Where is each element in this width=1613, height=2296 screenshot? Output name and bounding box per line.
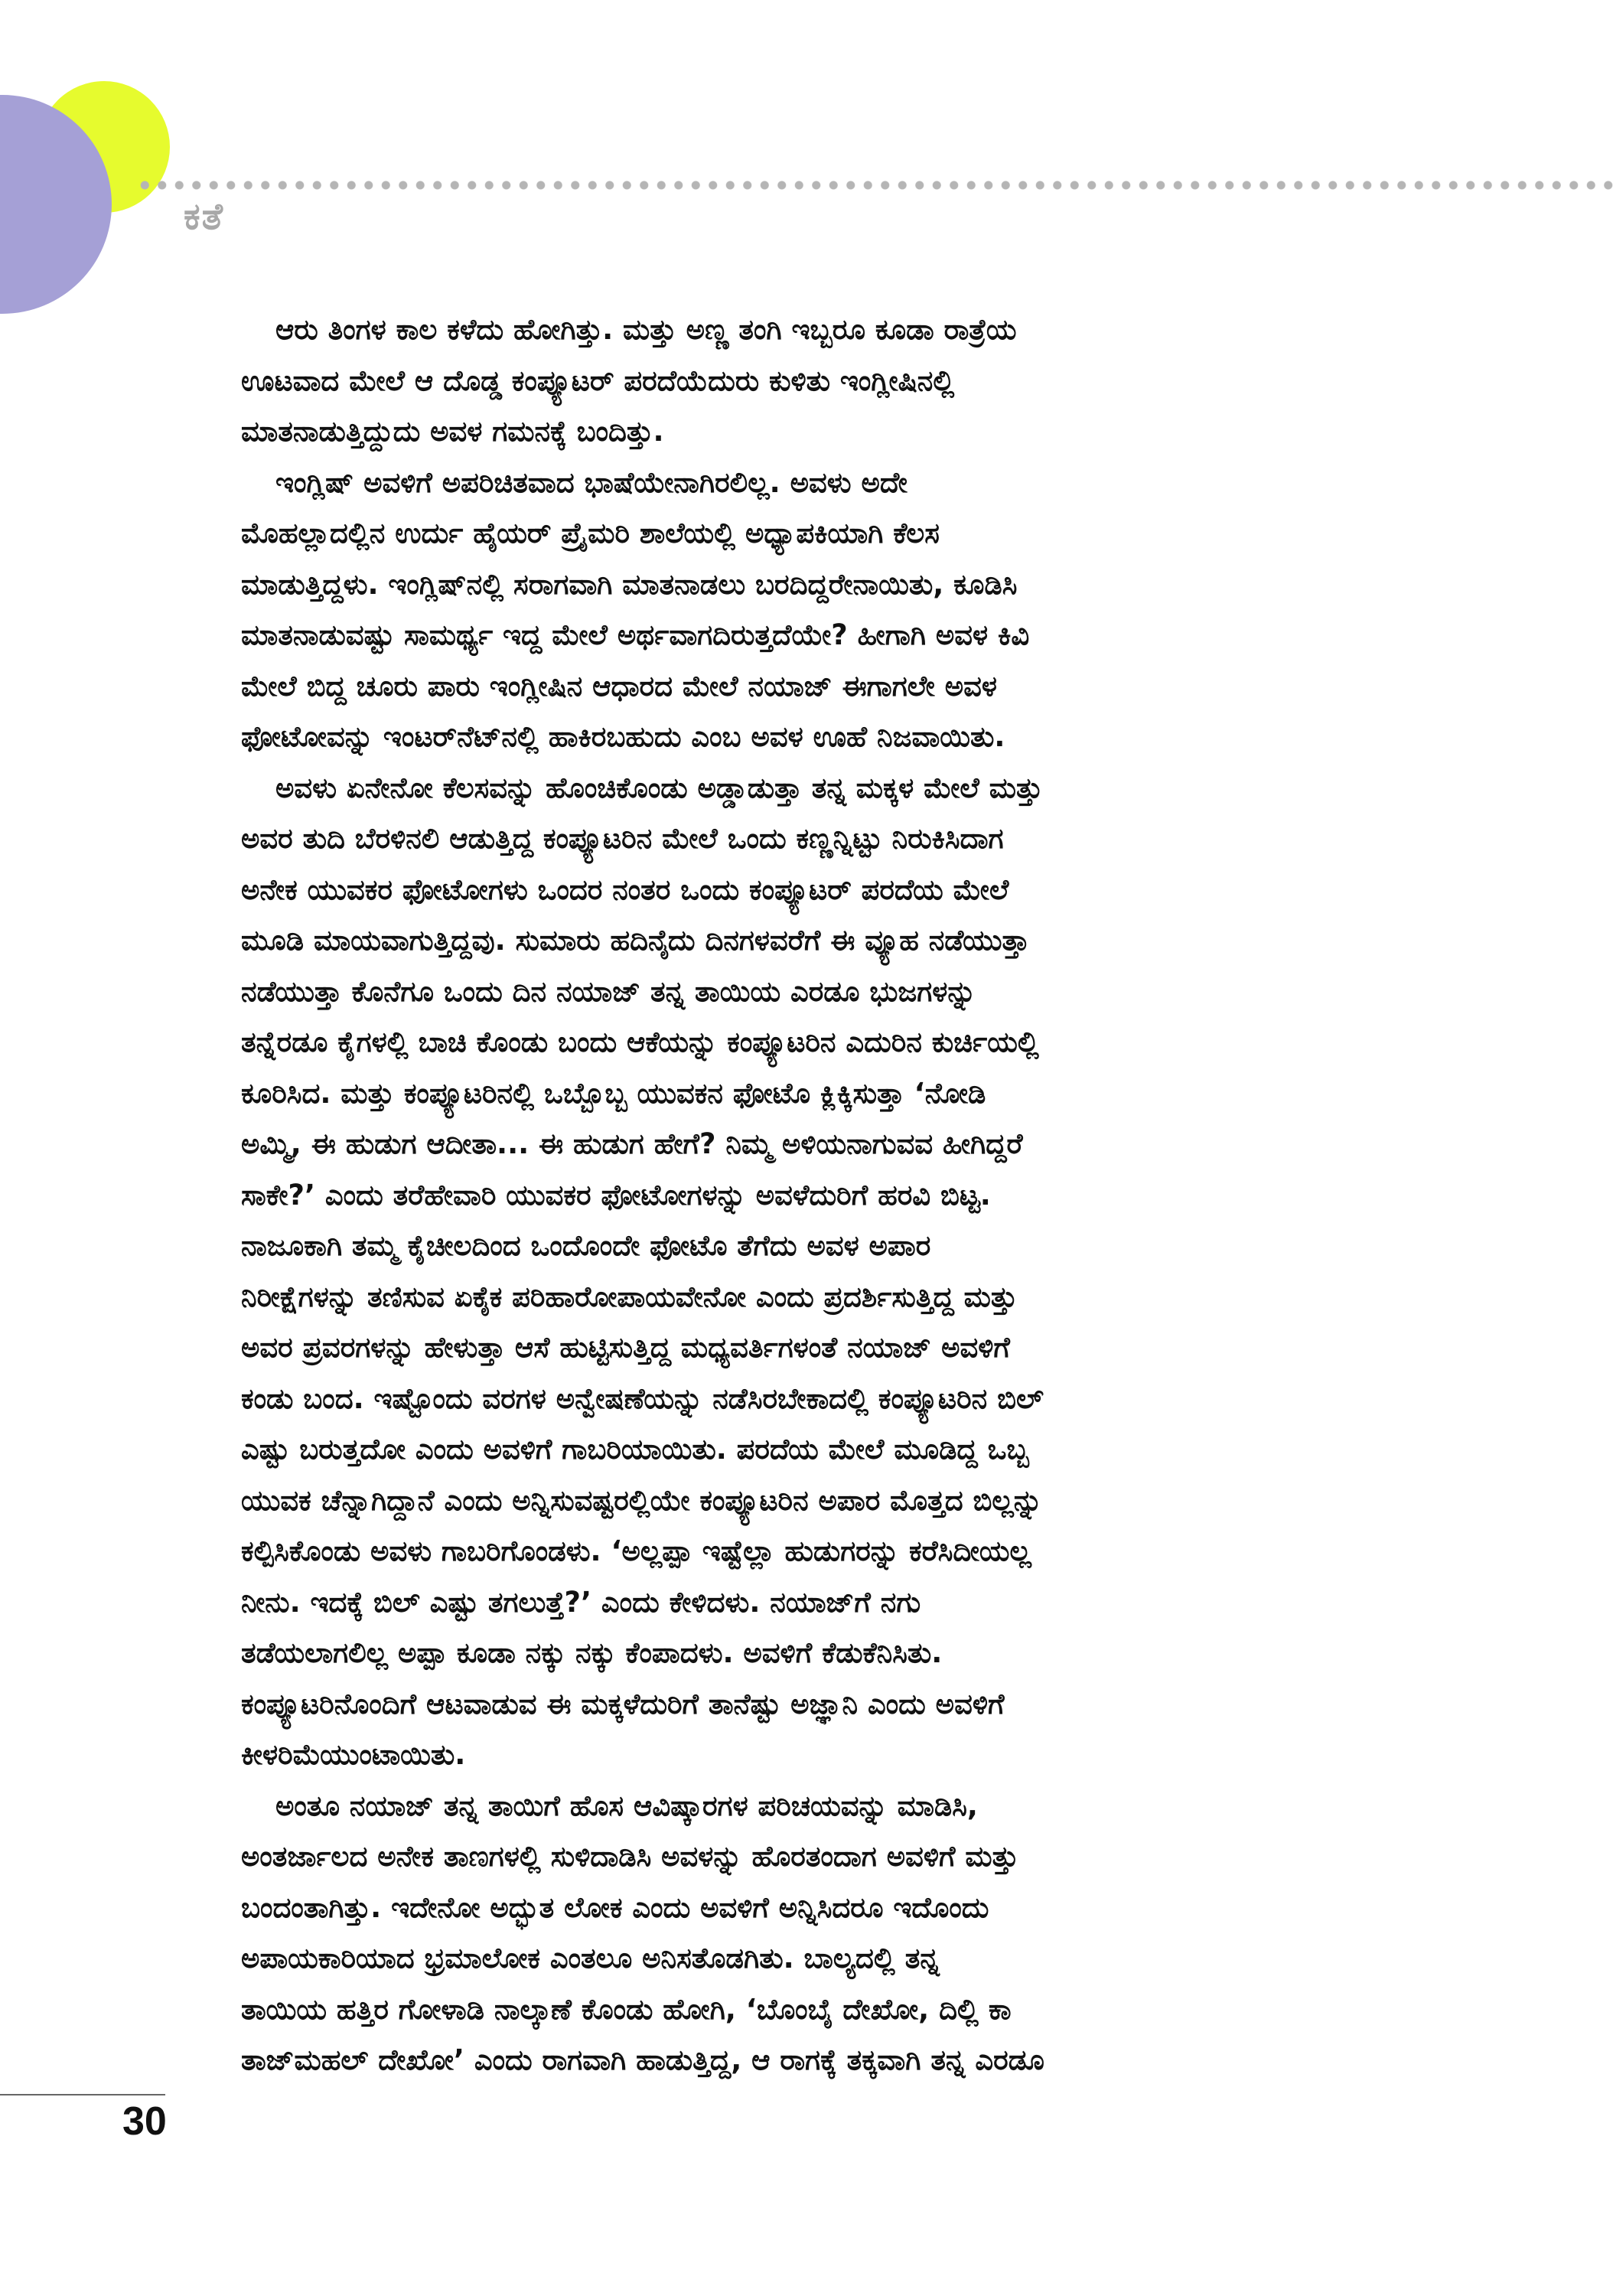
text-line: ನೀನು. ಇದಕ್ಕೆ ಬಿಲ್ ಎಷ್ಟು ತಗಲುತ್ತೆ?’ ಎಂದು ಕೇಳಿದಳು. ನಯಾಜ್‌ಗೆ ನಗು <box>241 1585 921 1619</box>
text-line: ತಾಯಿಯ ಹತ್ತಿರ ಗೋಳಾಡಿ ನಾಲ್ಕಾಣೆ ಕೊಂಡು ಹೋಗಿ, ‘ಬೊಂಬೈ ದೇಖೋ, ದಿಲ್ಲಿ ಕಾ <box>241 1992 1012 2026</box>
text-line: ಕಂಪ್ಯೂಟರಿನೊಂದಿಗೆ ಆಟವಾಡುವ ಈ ಮಕ್ಕಳೆದುರಿಗೆ ತಾನೆಷ್ಟು ಅಜ್ಞಾನಿ ಎಂದು ಅವಳಿಗೆ <box>241 1687 1005 1720</box>
text-line: ಬಂದಂತಾಗಿತ್ತು. ಇದೇನೋ ಅದ್ಭುತ ಲೋಕ ಎಂದು ಅವಳಿಗೆ ಅನ್ನಿಸಿದರೂ ಇದೊಂದು <box>241 1890 989 1924</box>
section-title: ಕತೆ <box>184 195 224 238</box>
text-line: ಅಮ್ಮಿ, ಈ ಹುಡುಗ ಆದೀತಾ... ಈ ಹುಡುಗ ಹೇಗೆ? ನಿಮ್ಮ ಅಳಿಯನಾಗುವವ ಹೀಗಿದ್ದರೆ <box>241 1127 1023 1160</box>
text-line: ಎಷ್ಟು ಬರುತ್ತದೋ ಎಂದು ಅವಳಿಗೆ ಗಾಬರಿಯಾಯಿತು. ಪರದೆಯ ಮೇಲೆ ಮೂಡಿದ್ದ ಒಬ್ಬ <box>241 1433 1029 1466</box>
text-line: ಅನೇಕ ಯುವಕರ ಫೋಟೋಗಳು ಒಂದರ ನಂತರ ಒಂದು ಕಂಪ್ಯೂಟರ್ ಪರದೆಯ ಮೇಲೆ <box>241 872 1009 906</box>
text-line: ಅಪಾಯಕಾರಿಯಾದ ಭ್ರಮಾಲೋಕ ಎಂತಲೂ ಅನಿಸತೊಡಗಿತು. ಬಾಲ್ಯದಲ್ಲಿ ತನ್ನ <box>241 1942 940 1975</box>
text-line: ಮಾತನಾಡುವಷ್ಟು ಸಾಮರ್ಥ್ಯ ಇದ್ದ ಮೇಲೆ ಅರ್ಥವಾಗದಿರುತ್ತದೆಯೇ? ಹೀಗಾಗಿ ಅವಳ ಕಿವಿ <box>241 618 1030 651</box>
text-line: ಅವರ ಪ್ರವರಗಳನ್ನು ಹೇಳುತ್ತಾ ಆಸೆ ಹುಟ್ಟಿಸುತ್ತಿದ್ದ ಮಧ್ಯವರ್ತಿಗಳಂತೆ ನಯಾಜ್ ಅವಳಿಗೆ <box>241 1331 1010 1364</box>
text-line: ಅಂತೂ ನಯಾಜ್ ತನ್ನ ತಾಯಿಗೆ ಹೊಸ ಆವಿಷ್ಕಾರಗಳ ಪರಿಚಯವನ್ನು ಮಾಡಿಸಿ, <box>275 1789 978 1822</box>
text-line: ನಿರೀಕ್ಷೆಗಳನ್ನು ತಣಿಸುವ ಏಕೈಕ ಪರಿಹಾರೋಪಾಯವೇನೋ ಎಂದು ಪ್ರದರ್ಶಿಸುತ್ತಿದ್ದ ಮತ್ತು <box>241 1280 1018 1313</box>
text-line: ಯುವಕ ಚೆನ್ನಾಗಿದ್ದಾನೆ ಎಂದು ಅನ್ನಿಸುವಷ್ಟರಲ್ಲಿಯೇ ಕಂಪ್ಯೂಟರಿನ ಅಪಾರ ಮೊತ್ತದ ಬಿಲ್ಲನ್ನು <box>241 1483 1043 1517</box>
text-line: ಅಂತರ್ಜಾಲದ ಅನೇಕ ತಾಣಗಳಲ್ಲಿ ಸುಳಿದಾಡಿಸಿ ಅವಳನ್ನು ಹೊರತಂದಾಗ ಅವಳಿಗೆ ಮತ್ತು <box>241 1840 1019 1873</box>
text-line: ಮಾಡುತ್ತಿದ್ದಳು. ಇಂಗ್ಲಿಷ್‌ನಲ್ಲಿ ಸರಾಗವಾಗಿ ಮಾತನಾಡಲು ಬರದಿದ್ದರೇನಾಯಿತು, ಕೂಡಿಸಿ <box>241 567 1018 601</box>
text-line: ಮೂಡಿ ಮಾಯವಾಗುತ್ತಿದ್ದವು. ಸುಮಾರು ಹದಿನೈದು ದಿನಗಳವರೆಗೆ ಈ ವ್ಯೂಹ ನಡೆಯುತ್ತಾ <box>241 924 1030 957</box>
text-line: ನಾಜೂಕಾಗಿ ತಮ್ಮ ಕೈಚೀಲದಿಂದ ಒಂದೊಂದೇ ಫೋಟೊ ತೆಗೆದು ಅವಳ ಅಪಾರ <box>241 1229 931 1262</box>
text-line: ತಾಜ್‌ಮಹಲ್ ದೇಖೋ’ ಎಂದು ರಾಗವಾಗಿ ಹಾಡುತ್ತಿದ್ದ, ಆ ರಾಗಕ್ಕೆ ತಕ್ಕವಾಗಿ ತನ್ನ ಎರಡೂ <box>241 2043 1044 2076</box>
text-line: ಕೀಳರಿಮೆಯುಂಟಾಯಿತು. <box>241 1738 466 1771</box>
story-body <box>241 305 1389 2086</box>
text-line: ಇಂಗ್ಲಿಷ್ ಅವಳಿಗೆ ಅಪರಿಚಿತವಾದ ಭಾಷೆಯೇನಾಗಿರಲಿಲ್ಲ. ಅವಳು ಅದೇ <box>275 465 908 499</box>
text-line: ಸಾಕೇ?’ ಎಂದು ತರೆಹೇವಾರಿ ಯುವಕರ ಫೋಟೋಗಳನ್ನು ಅವಳೆದುರಿಗೆ ಹರವಿ ಬಿಟ್ಟ. <box>241 1178 991 1212</box>
text-line: ಫೋಟೋವನ್ನು ಇಂಟರ್‌ನೆಟ್‌ನಲ್ಲಿ ಹಾಕಿರಬಹುದು ಎಂಬ ಅವಳ ಊಹೆ ನಿಜವಾಯಿತು. <box>241 720 1005 753</box>
text-line: ಕಂಡು ಬಂದ. ಇಷ್ಟೊಂದು ವರಗಳ ಅನ್ವೇಷಣೆಯನ್ನು ನಡೆಸಿರಬೇಕಾದಲ್ಲಿ ಕಂಪ್ಯೂಟರಿನ ಬಿಲ್ <box>241 1381 1044 1415</box>
footer-divider <box>0 2094 165 2095</box>
text-line: ಮೇಲೆ ಬಿದ್ದ ಚೂರು ಪಾರು ಇಂಗ್ಲೀಷಿನ ಆಧಾರದ ಮೇಲೆ ನಯಾಜ್ ಈಗಾಗಲೇ ಅವಳ <box>241 669 997 703</box>
text-line: ಕೂರಿಸಿದ. ಮತ್ತು ಕಂಪ್ಯೂಟರಿನಲ್ಲಿ ಒಬ್ಬೊಬ್ಬ ಯುವಕನ ಫೋಟೊ ಕ್ಲಿಕ್ಕಿಸುತ್ತಾ ‘ನೋಡಿ <box>241 1076 986 1110</box>
text-line: ತನ್ನೆರಡೂ ಕೈಗಳಲ್ಲಿ ಬಾಚಿ ಕೊಂಡು ಬಂದು ಆಕೆಯನ್ನು ಕಂಪ್ಯೂಟರಿನ ಎದುರಿನ ಕುರ್ಚಿಯಲ್ಲಿ <box>241 1026 1039 1058</box>
page-number: 30 <box>122 2099 167 2144</box>
dotted-header-rule <box>136 181 1613 190</box>
text-line: ಆರು ತಿಂಗಳ ಕಾಲ ಕಳೆದು ಹೋಗಿತ್ತು. ಮತ್ತು ಅಣ್ಣ ತಂಗಿ ಇಬ್ಬರೂ ಕೂಡಾ ರಾತ್ರೆಯ <box>275 313 1017 346</box>
text-line: ಊಟವಾದ ಮೇಲೆ ಆ ದೊಡ್ಡ ಕಂಪ್ಯೂಟರ್ ಪರದೆಯೆದುರು ಕುಳಿತು ಇಂಗ್ಲೀಷಿನಲ್ಲಿ <box>241 364 955 397</box>
text-line: ಕಲ್ಪಿಸಿಕೊಂಡು ಅವಳು ಗಾಬರಿಗೊಂಡಳು. ‘ಅಲ್ಲಪ್ಪಾ ಇಷ್ಟೆಲ್ಲಾ ಹುಡುಗರನ್ನು ಕರೆಸಿದೀಯಲ್ಲ <box>241 1534 1031 1567</box>
text-line: ಮೊಹಲ್ಲಾದಲ್ಲಿನ ಉರ್ದು ಹೈಯರ್ ಪ್ರೈಮರಿ ಶಾಲೆಯಲ್ಲಿ ಅಧ್ಯಾಪಕಿಯಾಗಿ ಕೆಲಸ <box>241 517 940 550</box>
text-line: ಮಾತನಾಡುತ್ತಿದ್ದುದು ಅವಳ ಗಮನಕ್ಕೆ ಬಂದಿತ್ತು. <box>241 415 664 448</box>
text-line: ನಡೆಯುತ್ತಾ ಕೊನೆಗೂ ಒಂದು ದಿನ ನಯಾಜ್ ತನ್ನ ತಾಯಿಯ ಎರಡೂ ಭುಜಗಳನ್ನು <box>241 974 976 1008</box>
text-line: ತಡೆಯಲಾಗಲಿಲ್ಲ ಅಪ್ಪಾ ಕೂಡಾ ನಕ್ಕು ನಕ್ಕು ಕೆಂಪಾದಳು. ಅವಳಿಗೆ ಕೆಡುಕೆನಿಸಿತು. <box>241 1636 943 1669</box>
text-line: ಅವರ ತುದಿ ಬೆರಳಿನಲಿ ಆಡುತ್ತಿದ್ದ ಕಂಪ್ಯೂಟರಿನ ಮೇಲೆ ಒಂದು ಕಣ್ಣನ್ನಿಟ್ಟು ನಿರುಕಿಸಿದಾಗ <box>241 822 1004 855</box>
text-line: ಅವಳು ಏನೇನೋ ಕೆಲಸವನ್ನು ಹೊಂಚಿಕೊಂಡು ಅಡ್ಡಾಡುತ್ತಾ ತನ್ನ ಮಕ್ಕಳ ಮೇಲೆ ಮತ್ತು <box>275 771 1043 804</box>
